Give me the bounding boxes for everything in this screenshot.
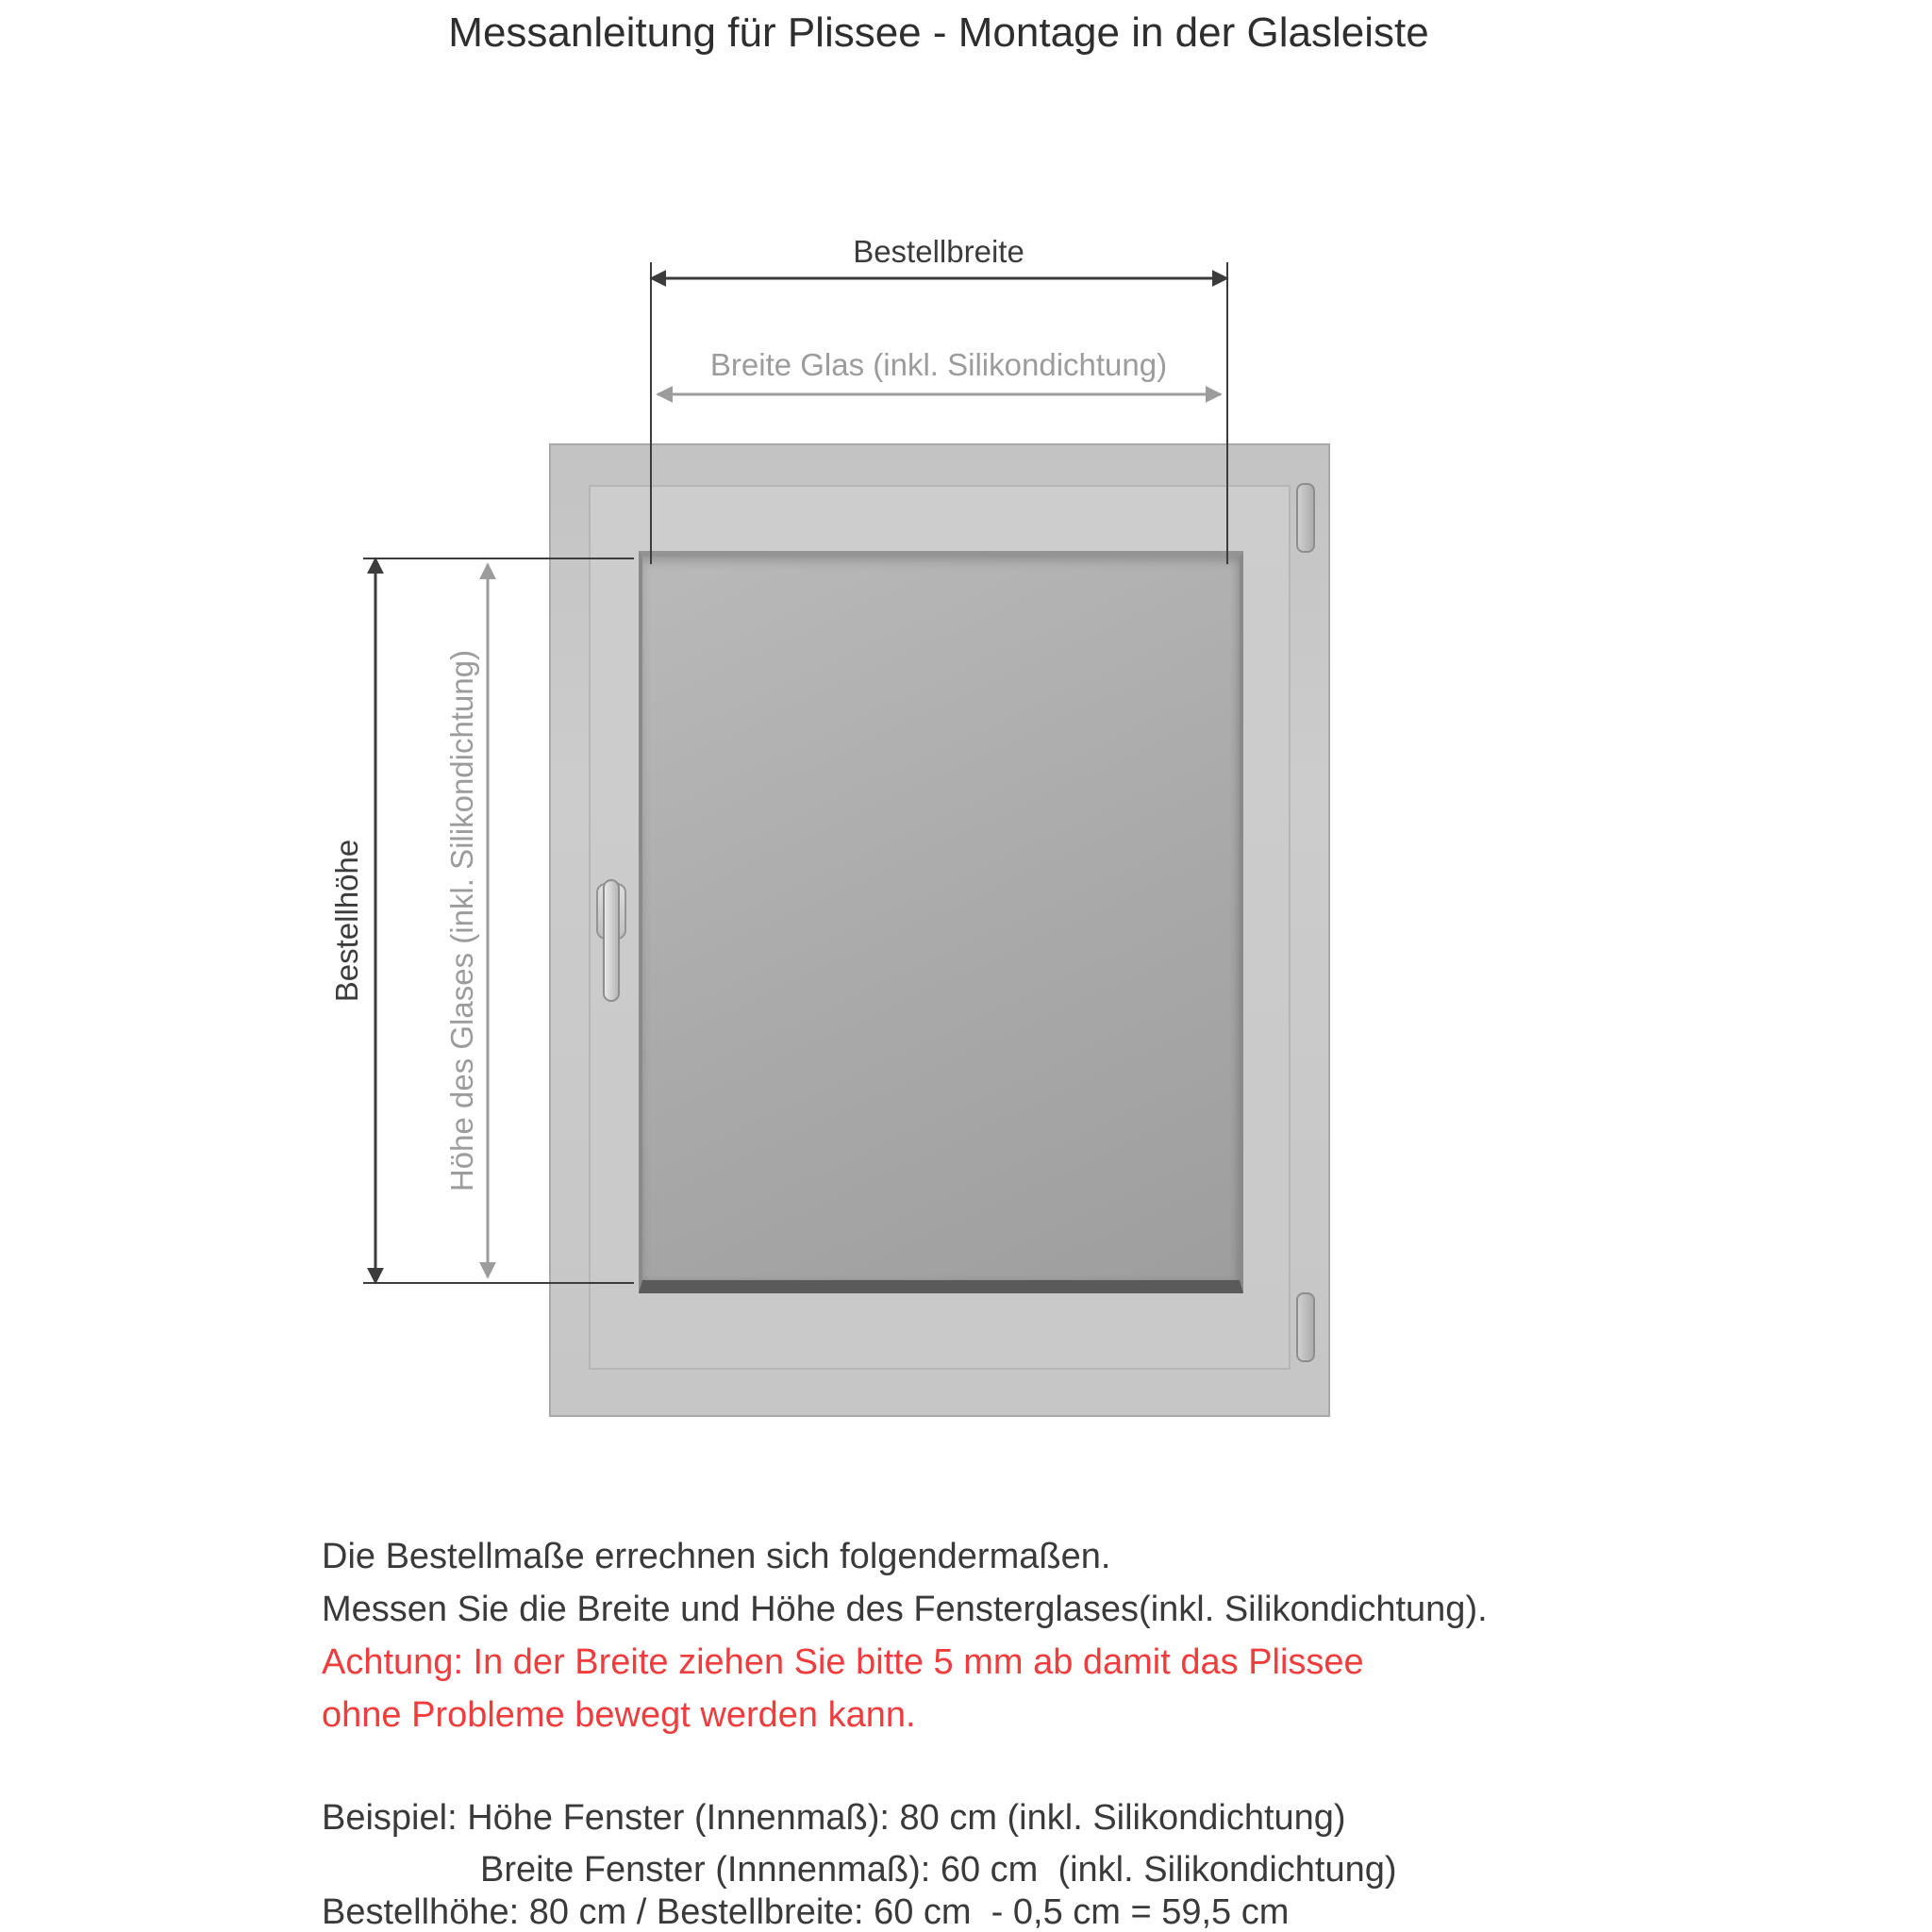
glass-height-label: Höhe des Glases (inkl. Silikondichtung) bbox=[444, 649, 479, 1192]
hinge-bottom-icon bbox=[1296, 1292, 1315, 1362]
glass-width-label: Breite Glas (inkl. Silikondichtung) bbox=[709, 347, 1168, 382]
window-handle-icon bbox=[596, 879, 626, 1004]
example-line-1: Beispiel: Höhe Fenster (Innenmaß): 80 cm (inkl. Silikondichtung) bbox=[322, 1798, 1346, 1838]
hinge-top-icon bbox=[1296, 483, 1315, 553]
example-line-2: Breite Fenster (Innnenmaß): 60 cm (inkl. Silikondichtung) bbox=[480, 1850, 1397, 1890]
warning-line-2: ohne Probleme bewegt werden kann. bbox=[322, 1695, 916, 1735]
order-height-label: Bestellhöhe bbox=[329, 839, 364, 1003]
window-glass bbox=[639, 551, 1243, 1293]
page-title: Messanleitung für Plissee - Montage in der Glasleiste bbox=[448, 9, 1429, 56]
instruction-line-2: Messen Sie die Breite und Höhe des Fensterglases(inkl. Silikondichtung). bbox=[322, 1590, 1488, 1629]
order-width-label: Bestellbreite bbox=[853, 234, 1024, 269]
instruction-line-1: Die Bestellmaße errechnen sich folgendermaßen. bbox=[322, 1537, 1111, 1576]
handle-grip bbox=[603, 879, 620, 1002]
window-frame bbox=[549, 443, 1330, 1417]
warning-line-1: Achtung: In der Breite ziehen Sie bitte 5 mm ab damit das Plissee bbox=[322, 1642, 1364, 1682]
example-line-3: Bestellhöhe: 80 cm / Bestellbreite: 60 cm - 0,5 cm = 59,5 cm bbox=[322, 1892, 1290, 1932]
